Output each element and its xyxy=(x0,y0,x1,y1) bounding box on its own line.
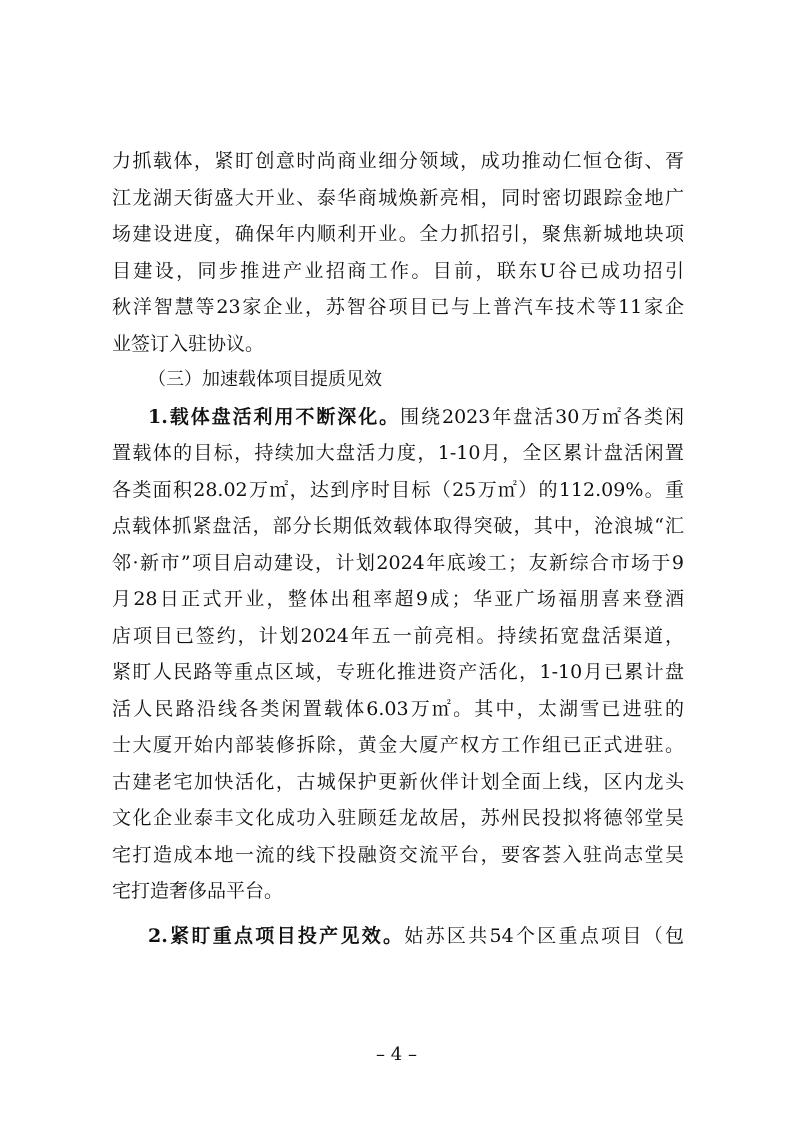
text-line: 紧盯人民路等重点区域，专班化推进资产活化，1-10月已累计盘 xyxy=(112,661,684,683)
paragraph-heading: 1.载体盘活利用不断深化。 xyxy=(148,405,401,428)
body-text xyxy=(112,143,684,954)
text-line xyxy=(112,918,684,955)
text-line xyxy=(112,399,684,436)
text-line: 店项目已签约，计划2024年五一前亮相。持续拓宽盘活渠道， xyxy=(112,624,684,647)
text-line: 士大厦开始内部装修拆除，黄金大厦产权方工作组已正式进驻。 xyxy=(112,734,684,756)
text-line: 力抓载体，紧盯创意时尚商业细分领域，成功推动仁恒仓街、胥 xyxy=(112,150,684,172)
page-number: – 4 – xyxy=(376,1044,417,1065)
text-line: 古建老宅加快活化，古城保护更新伙伴计划全面上线，区内龙头 xyxy=(112,770,684,793)
paragraph-key-projects xyxy=(112,918,684,955)
paragraph-spacer xyxy=(112,910,684,918)
paragraph-carrier-revitalization xyxy=(112,399,684,910)
section-heading: （三）加速载体项目提质见效 xyxy=(148,369,382,390)
text-line: 文化企业泰丰文化成功入驻顾廷龙故居，苏州民投拟将德邻堂吴 xyxy=(112,807,684,829)
text-line: 江龙湖天街盛大开业、泰华商城焕新亮相，同时密切跟踪金地广 xyxy=(112,186,684,209)
text-line: 邻·新市”项目启动建设，计划2024年底竣工；友新综合市场于9 xyxy=(112,551,684,574)
paragraph-carrier-projects xyxy=(112,143,684,362)
text-line: 活人民路沿线各类闲置载体6.03万㎡。其中，太湖雪已进驻的 xyxy=(112,697,684,720)
text-fragment: 姑苏区共54个区重点项目（包 xyxy=(404,924,684,947)
text-line: 秋洋智慧等23家企业，苏智谷项目已与上普汽车技术等11家企 xyxy=(112,296,684,318)
paragraph-heading: 2.紧盯重点项目投产见效。 xyxy=(148,924,405,947)
text-fragment: 围绕2023年盘活30万㎡各类闲 xyxy=(400,405,684,428)
text-line: 目建设，同步推进产业招商工作。目前，联东U谷已成功招引 xyxy=(112,259,684,282)
text-line: 业签订入驻协议。 xyxy=(112,332,265,355)
text-line: 月28日正式开业，整体出租率超9成；华亚广场福朋喜来登酒 xyxy=(112,588,684,610)
text-line: 场建设进度，确保年内顺利开业。全力抓招引，聚焦新城地块项 xyxy=(112,223,684,245)
text-line: 宅打造奢侈品平台。 xyxy=(112,880,284,902)
text-line: 各类面积28.02万㎡，达到序时目标（25万㎡）的112.09%。重 xyxy=(112,478,684,501)
text-line: 点载体抓紧盘活，部分长期低效载体取得突破，其中，沧浪城“汇 xyxy=(112,515,684,537)
text-line: 宅打造成本地一流的线下投融资交流平台，要客荟入驻尚志堂吴 xyxy=(112,843,684,866)
text-line: 置载体的目标，持续加大盘活力度，1-10月，全区累计盘活闲置 xyxy=(112,442,684,464)
